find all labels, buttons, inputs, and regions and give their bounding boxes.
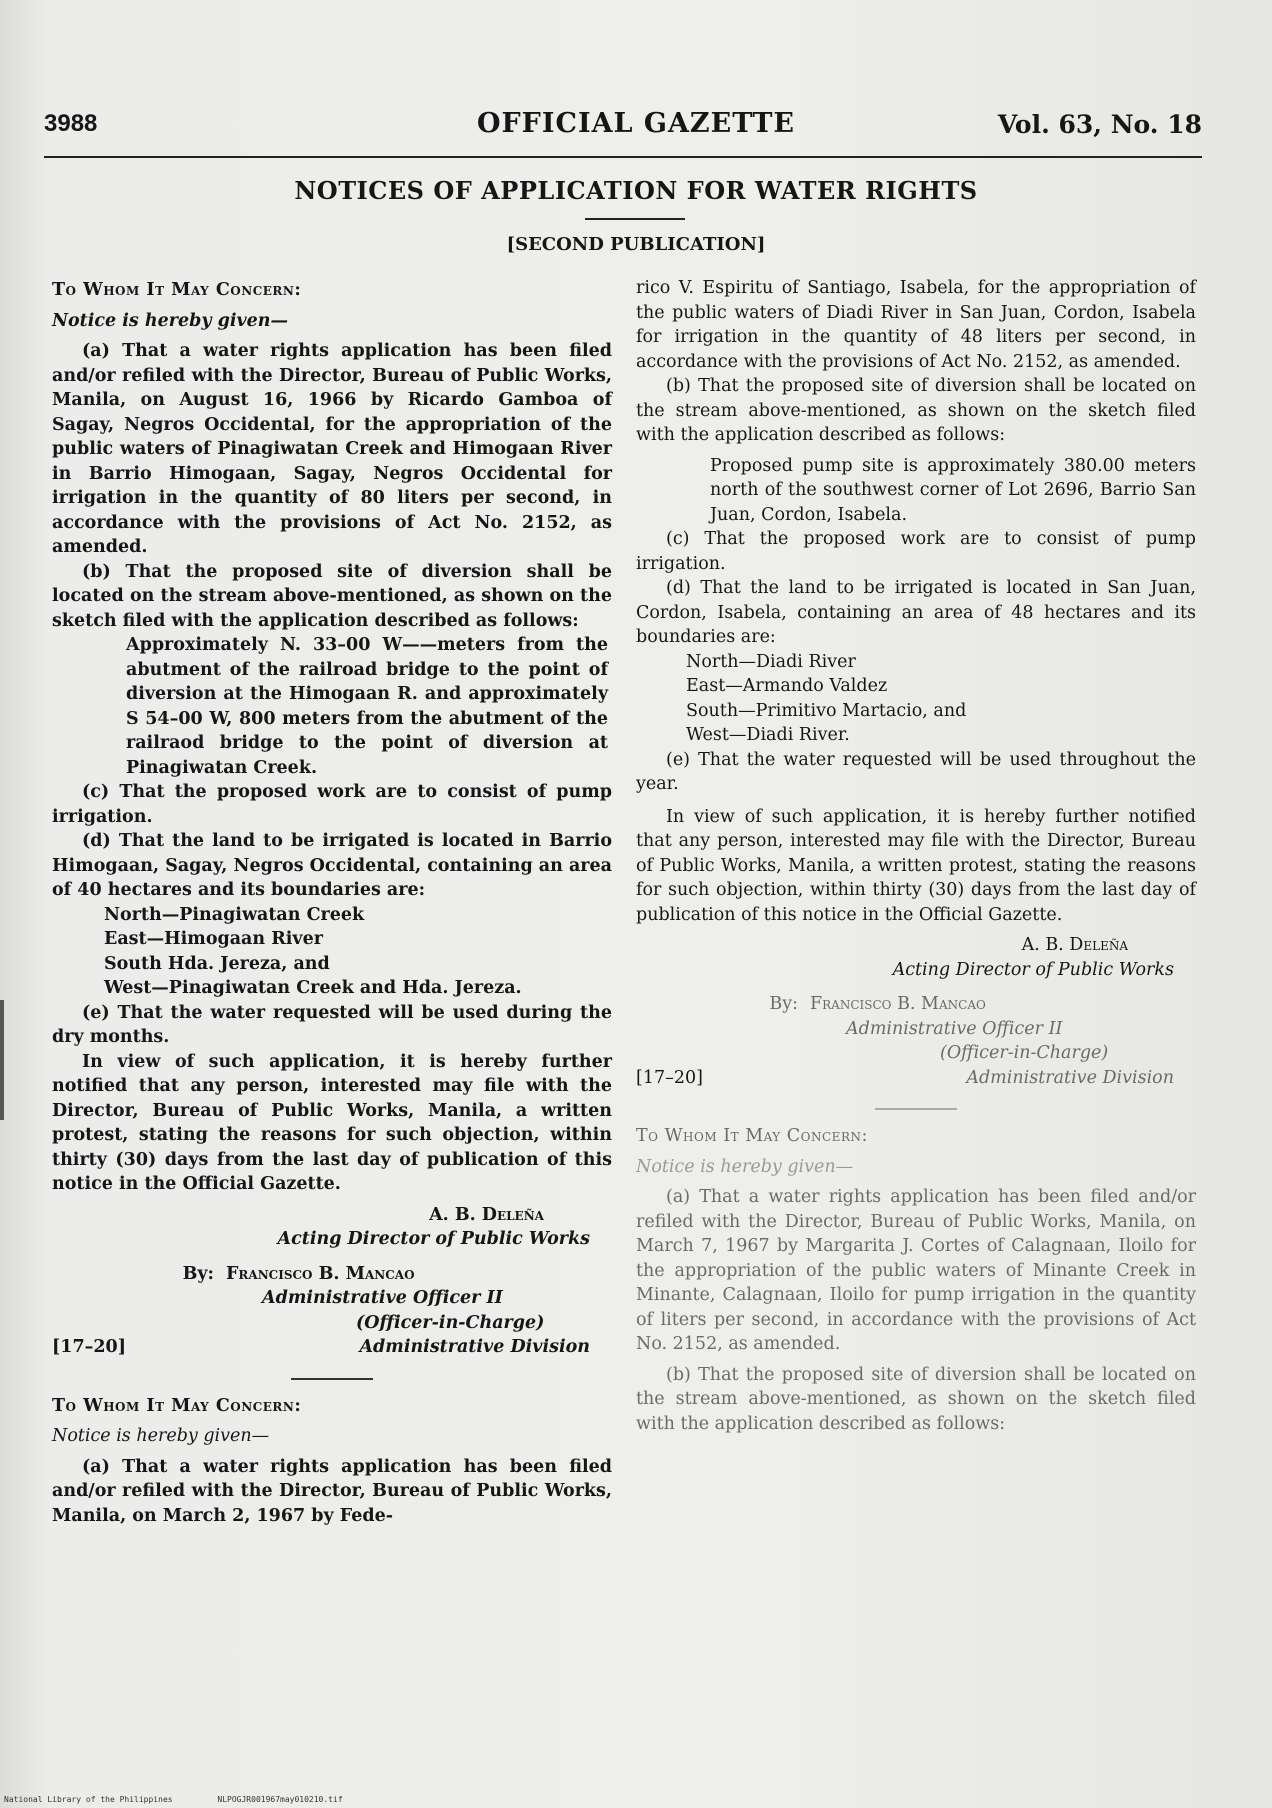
section-subtitle: [SECOND PUBLICATION] [506, 234, 766, 255]
left-column [52, 278, 612, 1528]
notice3-para-b: (b) That the proposed site of diversion shall be located on the stream above-mentioned, as shown on the sketch filed with the application described as follows: [636, 1364, 1196, 1434]
notice2-para-c: (c) That the proposed work are to consist of pump irrigation. [636, 529, 1196, 574]
notice1-salutation: To Whom It May Concern: [52, 280, 302, 300]
by-name: Francisco B. Mancao [810, 994, 986, 1014]
header-rule [44, 156, 1202, 158]
notice1-signature [52, 1203, 612, 1360]
notice2-para-e: (e) That the water requested will be used throughout the year. [636, 749, 1196, 794]
notice1-para-e: (e) That the water requested will be used during the dry months. [52, 1002, 612, 1047]
notice3-given: Notice is hereby given— [636, 1156, 854, 1177]
notice2-diversion-site: Proposed pump site is approximately 380.00 meters north of the southwest corner of Lot 2696, Barrio San Juan, Cordon, Isabela. [710, 455, 1196, 525]
signer-name: A. B. Deleña [429, 1204, 544, 1225]
notice1-boundary-east: East—Himogaan River [104, 929, 323, 949]
publication-title: OFFICIAL GAZETTE [476, 108, 796, 139]
publication-ref: [17–20] [636, 1067, 703, 1088]
officer-title: Administrative Officer II [846, 1018, 1063, 1039]
notice1-para-a: (a) That a water rights application has been filed and/or refiled with the Director, Bureau of Public Works, Manila, on August 16, 1966 by Ricardo Gamboa of Sagay, Negros Occidental, for the appropriation of the public waters of Pinagiwatan Creek and Himogaan River in Barrio Himogaan, Sagay, Negros Occidental for irrigation in the quantity of 80 liters per second, in accordance with the provisions of Act No. 2152, as amended. [52, 341, 612, 557]
page-number: 3988 [44, 110, 98, 137]
division-name: Administrative Division [359, 1337, 590, 1357]
signer-title: Acting Director of Public Works [892, 959, 1174, 980]
officer-title: Administrative Officer II [262, 1288, 503, 1308]
notice1-given: Notice is hereby given— [52, 310, 288, 331]
notice1-protest: In view of such application, it is hereby further notified that any person, interested may file with the Director, Bureau of Public Works, Manila, a written protest, stating the reasons for such objection, within thirty (30) days from the last day of publication of this notice in the Official Gazette. [52, 1051, 612, 1194]
notice1-para-d: (d) That the land to be irrigated is located in Barrio Himogaan, Sagay, Negros Occidental, containing an area of 40 hectares and its boundaries are: [52, 831, 612, 900]
volume-number: Vol. 63, No. 18 [997, 110, 1202, 139]
scan-edge-mark [0, 1000, 4, 1120]
notice3-para-a: (a) That a water rights application has been filed and/or refiled with the Director, Bureau of Public Works, Manila, on March 7, 1967 by Margarita J. Cortes of Calagnaan, Iloilo for the appropriation of the public waters of Minante Creek in Minante, Calagnaan, Iloilo for pump irrigation in the quantity of liters per second, in accordance with the provisions of Act No. 2152, as amended. [636, 1187, 1196, 1354]
scan-footer [4, 1795, 343, 1804]
notice2-protest: In view of such application, it is hereby further notified that any person, interested may file with the Director, Bureau of Public Works, Manila, a written protest, stating the reasons for such objection, within thirty (30) days from the last day of publication of this notice in the Official Gazette. [636, 806, 1196, 925]
by-label: By: [769, 994, 798, 1014]
by-name: Francisco B. Mancao [226, 1263, 415, 1284]
notice1-diversion-site: Approximately N. 33–00 W——meters from the abutment of the railroad bridge to the point of diversion at the Himogaan R. and approximately S 54–00 W, 800 meters from the abutment of the railraod bridge to the point of diversion at Pinagiwatan Creek. [126, 635, 608, 778]
publication-ref: [17–20] [52, 1337, 127, 1357]
notice2-boundary-south: South—Primitivo Martacio, and [686, 700, 967, 721]
notice-divider [875, 1108, 957, 1110]
notice2-boundary-west: West—Diadi River. [686, 725, 850, 745]
notice2-para-a-cont: rico V. Espiritu of Santiago, Isabela, for the appropriation of the public waters of Diadi River in San Juan, Cordon, Isabela for irrigation in the quantity of 48 liters per second, in accordance with the provisions of Act No. 2152, as amended. [636, 278, 1196, 372]
signer-name: A. B. Deleña [1021, 935, 1128, 955]
title-rule [585, 218, 685, 220]
notice2-boundary-north: North—Diadi River [686, 651, 856, 672]
by-label: By: [182, 1263, 214, 1284]
notice1-boundary-south: South Hda. Jereza, and [104, 953, 330, 974]
scan-filename: NLPOGJR001967may010210.tif [217, 1795, 343, 1804]
notice1-boundary-north: North—Pinagiwatan Creek [104, 904, 365, 925]
notice2-salutation: To Whom It May Concern: [52, 1395, 302, 1416]
signer-title: Acting Director of Public Works [277, 1229, 590, 1249]
notice2-para-a-start: (a) That a water rights application has been filed and/or refiled with the Director, Bureau of Public Works, Manila, on March 2, 1967 by Fede- [52, 1456, 612, 1526]
notice2-signature [636, 933, 1196, 1090]
notice2-boundary-east: East—Armando Valdez [686, 676, 888, 696]
notice3-salutation: To Whom It May Concern: [636, 1126, 868, 1146]
notice-divider [291, 1378, 373, 1380]
notice2-para-b: (b) That the proposed site of diversion shall be located on the stream above-mentioned, as shown on the sketch filed with the application described as follows: [636, 376, 1196, 445]
section-title: NOTICES OF APPLICATION FOR WATER RIGHTS [294, 176, 978, 205]
notice2-para-d: (d) That the land to be irrigated is located in San Juan, Cordon, Isabela, containing an area of 48 hectares and its boundaries are: [636, 578, 1196, 647]
notice1-para-c: (c) That the proposed work are to consist of pump irrigation. [52, 782, 612, 827]
officer-charge: (Officer-in-Charge) [356, 1312, 545, 1333]
notice2-given: Notice is hereby given— [52, 1426, 270, 1446]
library-credit: National Library of the Philippines [4, 1795, 173, 1804]
officer-charge: (Officer-in-Charge) [940, 1043, 1109, 1063]
right-column [636, 276, 1196, 1436]
division-name: Administrative Division [966, 1067, 1174, 1088]
notice1-para-b: (b) That the proposed site of diversion shall be located on the stream above-mentioned, as shown on the sketch filed with the application described as follows: [52, 561, 612, 631]
notice1-boundary-west: West—Pinagiwatan Creek and Hda. Jereza. [104, 978, 522, 998]
